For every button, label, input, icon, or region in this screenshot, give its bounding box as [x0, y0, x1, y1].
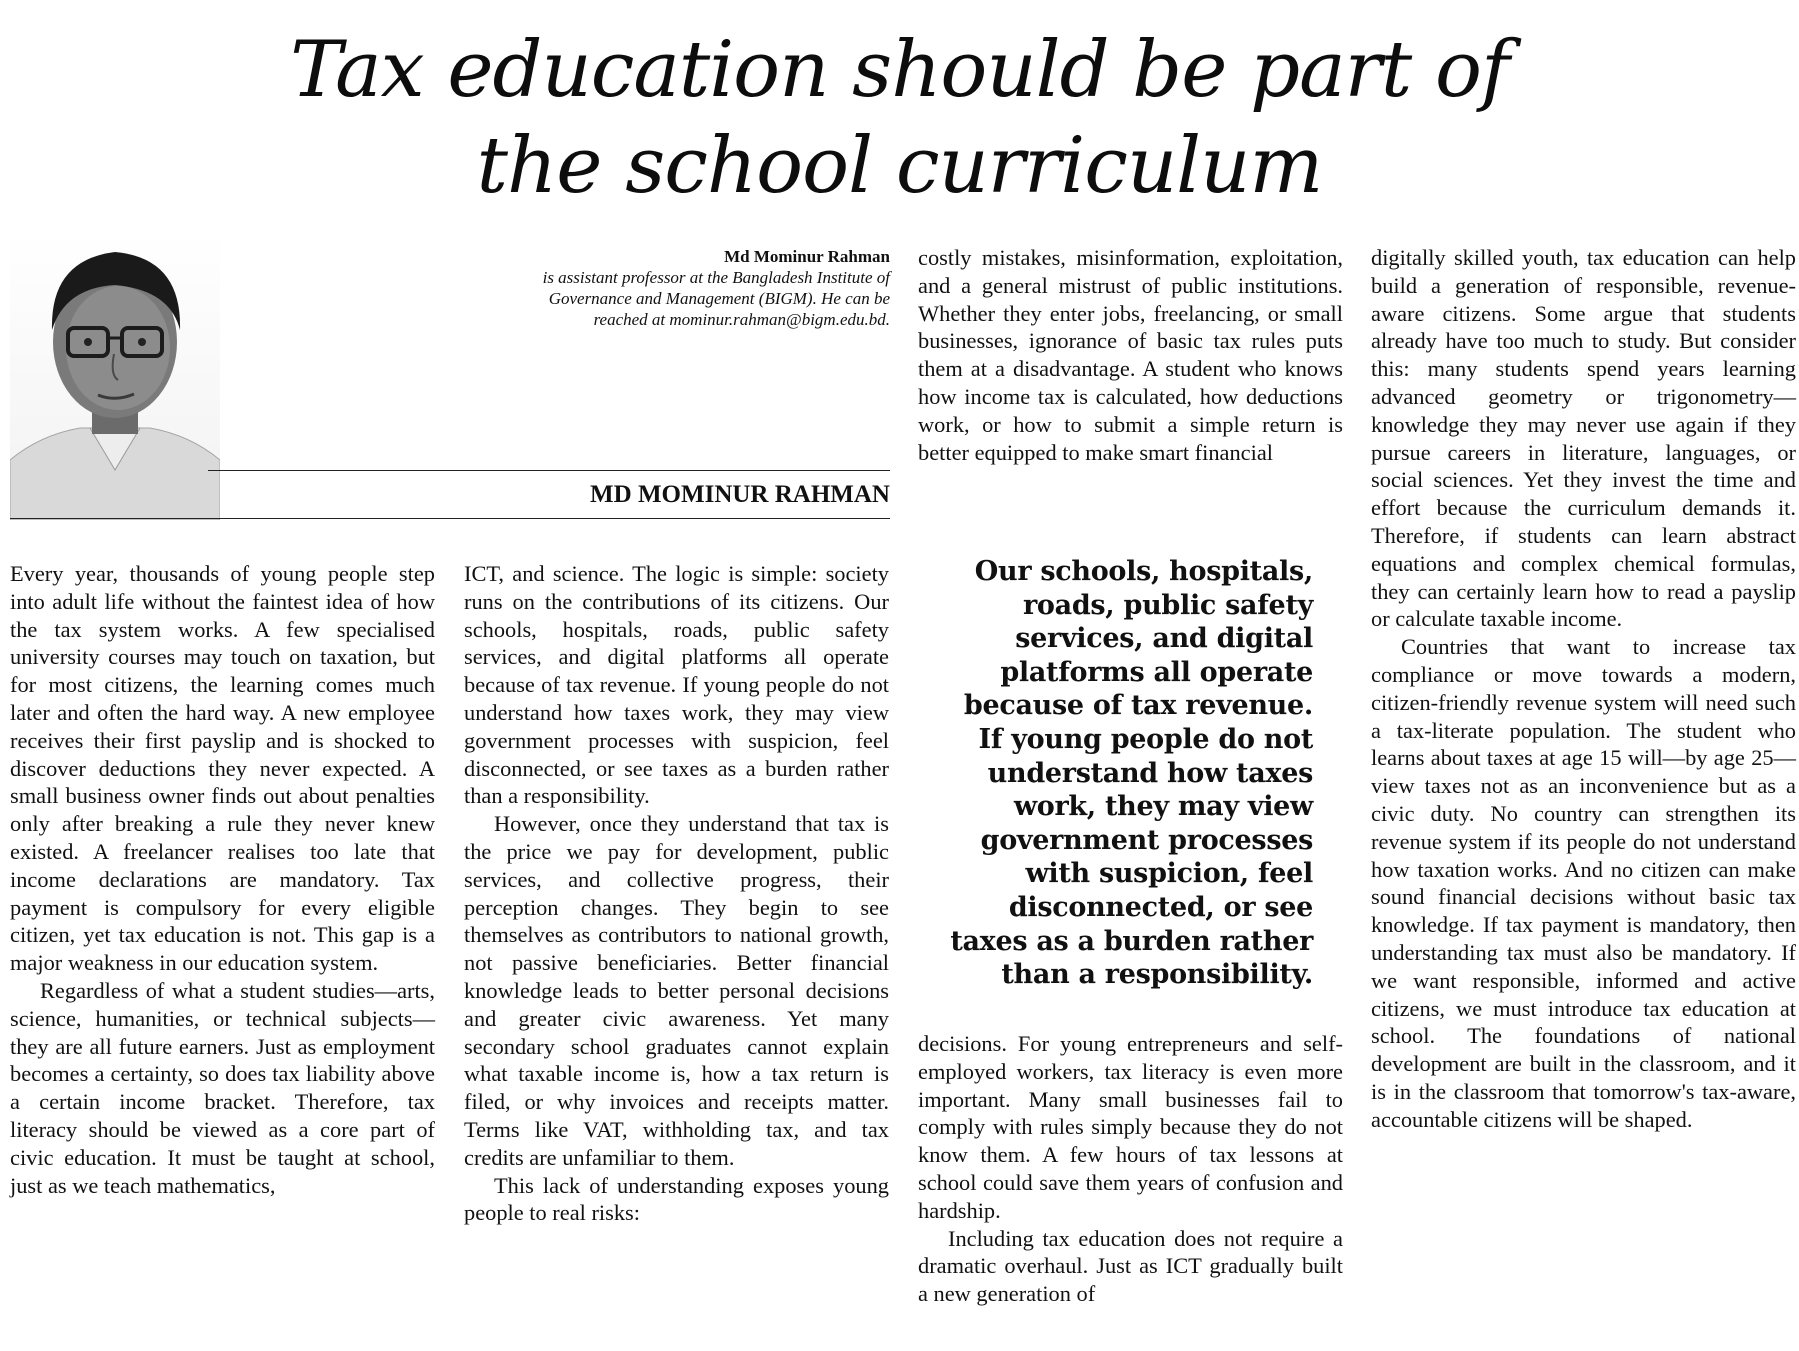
paragraph: This lack of understanding exposes young people to real risks:: [464, 1172, 889, 1226]
divider-rule: [208, 470, 890, 471]
divider-rule: [10, 518, 890, 519]
byline: MD MOMINUR RAHMAN: [590, 481, 890, 508]
headline-line-1: Tax education should be part of: [290, 25, 1509, 115]
pull-quote: Our schools, hospitals, roads, public safety services, and digital platforms all operate because of tax revenue. If young people do not understand how taxes work, they may view government processes with suspicion, feel disconnected, or see taxes as a burden rather than a responsibility.: [950, 556, 1313, 991]
paragraph: Every year, thousands of young people step into adult life without the faintest idea of how the tax system works. A few specialised university courses may touch on taxation, but for most citizens, the learning comes much later and often the hard way. A new employee receives their first payslip and is shocked to discover deductions they never expected. A small business owner finds out about penalties only after breaking a rule they never knew existed. A freelancer realises too late that income declarations are mandatory. Tax payment is compulsory for every eligible citizen, yet tax education is not. This gap is a major weakness in our education system.: [10, 561, 435, 976]
column-1: [10, 560, 435, 1199]
paragraph: ICT, and science. The logic is simple: society runs on the contributions of its citizens. Our schools, hospitals, roads, public safety services, and digital platforms all operate because of tax revenue. If young people do not understand how taxes work, they may view government processes with suspicion, feel disconnected, or see taxes as a burden rather than a responsibility.: [464, 561, 889, 809]
column-3-top: [918, 244, 1343, 466]
column-2: [464, 560, 889, 1227]
column-4: [1371, 244, 1796, 1134]
paragraph: decisions. For young entrepreneurs and self-employed workers, tax literacy is even more important. Many small businesses fail to comply with rules simply because they do not know them. A few hours of tax lessons at school could save them years of confusion and hardship.: [918, 1031, 1343, 1223]
column-3-bottom: [918, 1030, 1343, 1308]
author-bio: is assistant professor at the Bangladesh Institute of Governance and Management (BIGM). He can be reached at mominur.rahman@bigm.edu.bd.: [542, 268, 890, 329]
author-name: Md Mominur Rahman: [724, 247, 890, 266]
headline-line-2: the school curriculum: [476, 121, 1323, 211]
paragraph: Including tax education does not require a dramatic overhaul. Just as ICT gradually built a new generation of: [918, 1225, 1343, 1307]
paragraph: Countries that want to increase tax compliance or move towards a modern, citizen-friendly revenue system will need such a tax-literate population. The student who learns about taxes at age 15 will—by age 25—view taxes not as an inconvenience but as a civic duty. No country can strengthen its revenue system if its people do not understand how taxation works. And no citizen can make sound financial decisions without basic tax knowledge. If tax payment is mandatory, then understanding tax must also be mandatory. If we want responsible, informed and active citizens, we must introduce tax education at school. The foundations of national development are built in the classroom, and it is in the classroom that tomorrow's tax-aware, accountable citizens will be shaped.: [1371, 634, 1796, 1132]
author-credit: [520, 246, 890, 330]
paragraph: digitally skilled youth, tax education can help build a generation of responsible, revenue-aware citizens. Some argue that students already have too much to study. But consider this: many students spend years learning advanced geometry or trigonometry—knowledge they may never use again if they pursue careers in literature, languages, or social sciences. Yet they invest the time and effort because the curriculum demands it. Therefore, if students can learn abstract equations and complex chemical formulas, they can certainly learn how to read a payslip or calculate taxable income.: [1371, 245, 1796, 632]
paragraph: However, once they understand that tax is the price we pay for development, public services, and collective progress, their perception changes. They begin to see themselves as contributors to national growth, not passive beneficiaries. Better financial knowledge leads to better personal decisions and greater civic awareness. Yet many secondary school graduates cannot explain what taxable income is, how a tax return is filed, or why invoices and receipts matter. Terms like VAT, withholding tax, and tax credits are unfamiliar to them.: [464, 811, 889, 1170]
paragraph: Regardless of what a student studies—arts, science, humanities, or technical subjects—they are all future earners. Just as employment becomes a certainty, so does tax liability above a certain income bracket. Therefore, tax literacy should be viewed as a core part of civic education. It must be taught at school, just as we teach mathematics,: [10, 977, 435, 1198]
author-photo: [10, 230, 220, 520]
headline: [0, 22, 1799, 214]
paragraph: costly mistakes, misinformation, exploitation, and a general mistrust of public institutions. Whether they enter jobs, freelancing, or small businesses, ignorance of basic tax rules puts them at a disadvantage. A student who knows how income tax is calculated, how deductions work, or how to submit a simple return is better equipped to make smart financial: [918, 245, 1343, 465]
